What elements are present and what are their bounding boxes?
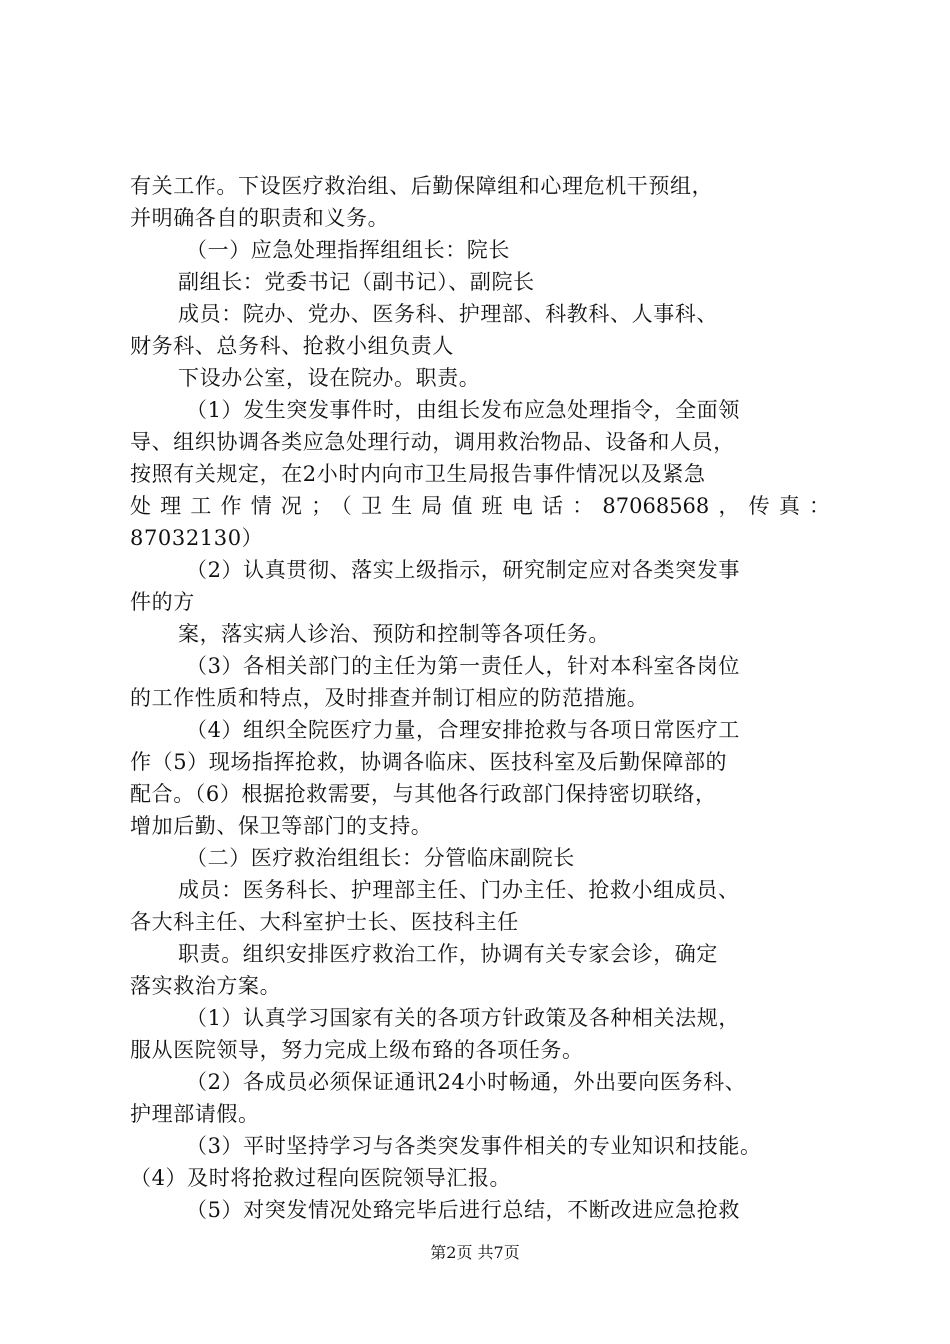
- document-line: 并明确各自的职责和义务。: [130, 206, 390, 230]
- document-line: （4）组织全院医疗力量，合理安排抢救与各项日常医疗工: [186, 718, 740, 742]
- document-line: 服从医院领导，努力完成上级布臵的各项任务。: [130, 1038, 584, 1062]
- document-line: 案，落实病人诊治、预防和控制等各项任务。: [178, 622, 610, 646]
- document-line: （2）认真贯彻、落实上级指示，研究制定应对各类突发事: [186, 558, 740, 582]
- document-line: （1）认真学习国家有关的各项方针政策及各种相关法规，: [186, 1006, 740, 1030]
- document-line: 下设办公室，设在院办。职责。: [178, 366, 481, 390]
- document-body: [130, 170, 830, 1226]
- document-line: 按照有关规定，在2小时内向市卫生局报告事件情况以及紧急: [130, 462, 706, 486]
- document-line: 职责。组织安排医疗救治工作，协调有关专家会诊，确定: [178, 942, 718, 966]
- document-line: 作（5）现场指挥抢救，协调各临床、医技科室及后勤保障部的: [130, 750, 728, 774]
- document-line: （4）及时将抢救过程向医院领导汇报。: [130, 1166, 512, 1190]
- document-line: （5）对突发情况处臵完毕后进行总结，不断改进应急抢救: [186, 1198, 740, 1222]
- document-line: （3）平时坚持学习与各类突发事件相关的专业知识和技能。: [186, 1134, 762, 1158]
- document-line: 落实救治方案。: [130, 974, 282, 998]
- document-line: 处理工作情况；（卫生局值班电话：87068568，传真：: [130, 494, 830, 518]
- document-line: （一）应急处理指挥组组长：院长: [186, 238, 510, 262]
- document-line: 增加后勤、保卫等部门的支持。: [130, 814, 433, 838]
- document-line: 87032130）: [130, 526, 264, 550]
- document-line: 成员：院办、党办、医务科、护理部、科教科、人事科、: [178, 302, 718, 326]
- document-line: 成员：医务科长、护理部主任、门办主任、抢救小组成员、: [178, 878, 740, 902]
- document-line: 副组长：党委书记（副书记）、副院长: [178, 270, 535, 294]
- document-line: （二）医疗救治组组长：分管临床副院长: [186, 846, 575, 870]
- document-line: （2）各成员必须保证通讯24小时畅通，外出要向医务科、: [186, 1070, 747, 1094]
- document-line: 的工作性质和特点，及时排查并制订相应的防范措施。: [130, 686, 649, 710]
- document-line: （3）各相关部门的主任为第一责任人，针对本科室各岗位: [186, 654, 740, 678]
- document-line: 护理部请假。: [130, 1102, 260, 1126]
- page-number: 第2页 共7页: [430, 1243, 520, 1262]
- document-line: 件的方: [130, 590, 195, 614]
- document-line: 有关工作。下设医疗救治组、后勤保障组和心理危机干预组，: [130, 174, 714, 198]
- document-line: 配合。（6）根据抢救需要，与其他各行政部门保持密切联络，: [130, 782, 717, 806]
- document-line: 财务科、总务科、抢救小组负责人: [130, 334, 454, 358]
- document-line: 各大科主任、大科室护士长、医技科主任: [130, 910, 519, 934]
- page-footer: [0, 1242, 950, 1264]
- document-line: （1）发生突发事件时，由组长发布应急处理指令，全面领: [186, 398, 740, 422]
- document-line: 导、组织协调各类应急处理行动，调用救治物品、设备和人员，: [130, 430, 735, 454]
